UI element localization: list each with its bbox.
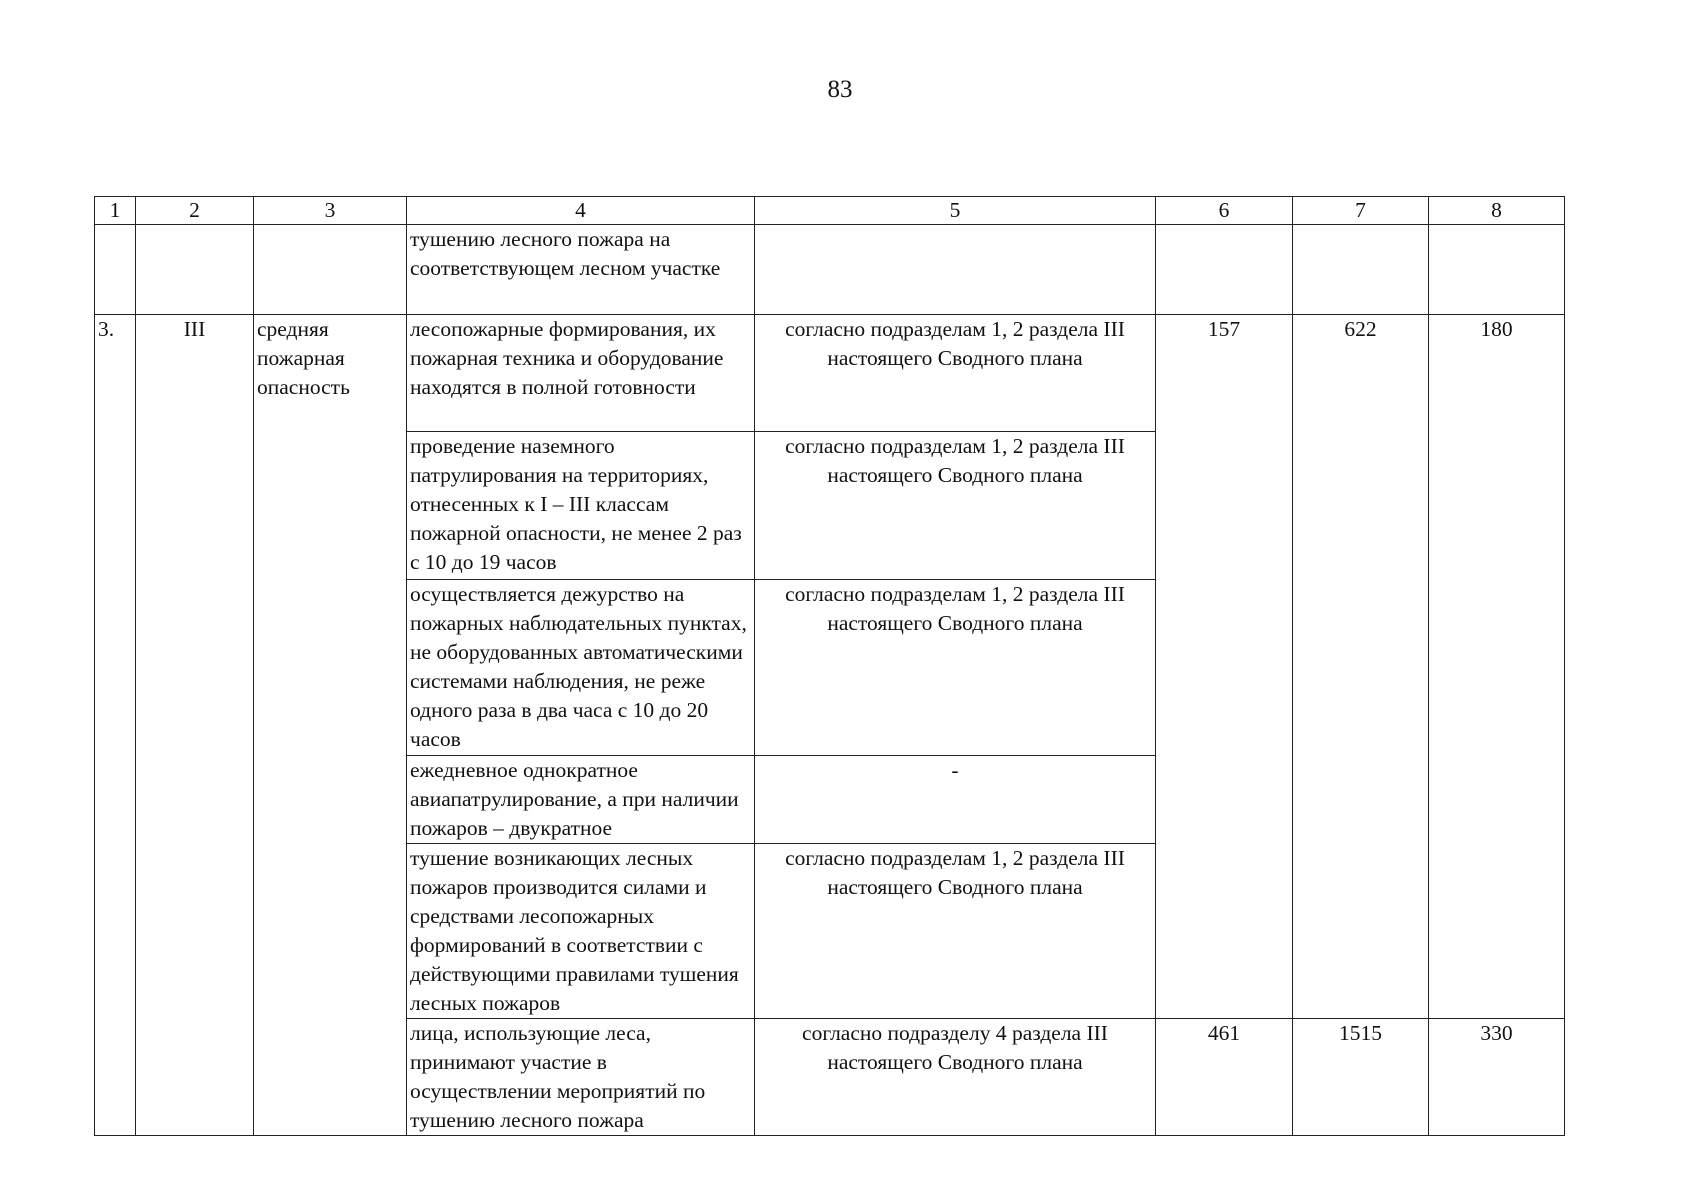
column-header-7: 7 [1293,197,1429,225]
value-col7: 622 [1293,315,1429,1019]
measure-text: ежедневное однократное авиапатрулирование, а при наличии пожаров – двукратное [407,756,755,844]
table-cell [1293,225,1429,315]
measure-text: лесопожарные формирования, их пожарная техника и оборудование находятся в полной готовности [407,315,755,432]
table-cell [254,225,407,315]
column-header-6: 6 [1156,197,1293,225]
table-cell [1156,225,1293,315]
row-number: 3. [95,315,136,1136]
table-cell [1429,225,1565,315]
continuation-text: тушению лесного пожара на соответствующем лесном участке [407,225,755,315]
table-row [95,315,1565,432]
value-col6: 461 [1156,1019,1293,1136]
fire-danger-level: средняя пожарная опасность [254,315,407,1136]
table-cell [136,225,254,315]
column-header-3: 3 [254,197,407,225]
measure-text: проведение наземного патрулирования на территориях, отнесенных к I – III классам пожарной опасности, не менее 2 раз с 10 до 19 часов [407,432,755,580]
column-header-5: 5 [755,197,1156,225]
measure-reference: согласно подразделам 1, 2 раздела III настоящего Сводного плана [755,432,1156,580]
value-col8: 330 [1429,1019,1565,1136]
measure-reference: согласно подразделам 1, 2 раздела III настоящего Сводного плана [755,580,1156,756]
measure-text: осуществляется дежурство на пожарных наблюдательных пунктах, не оборудованных автоматическими системами наблюдения, не реже одного раза в два часа с 10 до 20 часов [407,580,755,756]
column-header-1: 1 [95,197,136,225]
value-col8: 180 [1429,315,1565,1019]
column-header-2: 2 [136,197,254,225]
continuation-row [95,225,1565,315]
measure-reference: согласно подразделу 4 раздела III настоящего Сводного плана [755,1019,1156,1136]
table-cell [95,225,136,315]
measure-reference: согласно подразделам 1, 2 раздела III настоящего Сводного плана [755,315,1156,432]
header-row [95,197,1565,225]
measure-reference: - [755,756,1156,844]
measure-reference: согласно подразделам 1, 2 раздела III настоящего Сводного плана [755,844,1156,1019]
value-col7: 1515 [1293,1019,1429,1136]
column-header-8: 8 [1429,197,1565,225]
page-number: 83 [827,76,853,103]
measure-text: тушение возникающих лесных пожаров производится силами и средствами лесопожарных формирований в соответствии с действующими правилами тушения лесных пожаров [407,844,755,1019]
measure-text: лица, использующие леса, принимают участие в осуществлении мероприятий по тушению лесного пожара [407,1019,755,1136]
value-col6: 157 [1156,315,1293,1019]
table-cell [755,225,1156,315]
fire-plan-table [94,196,1565,1136]
fire-class: III [136,315,254,1136]
column-header-4: 4 [407,197,755,225]
